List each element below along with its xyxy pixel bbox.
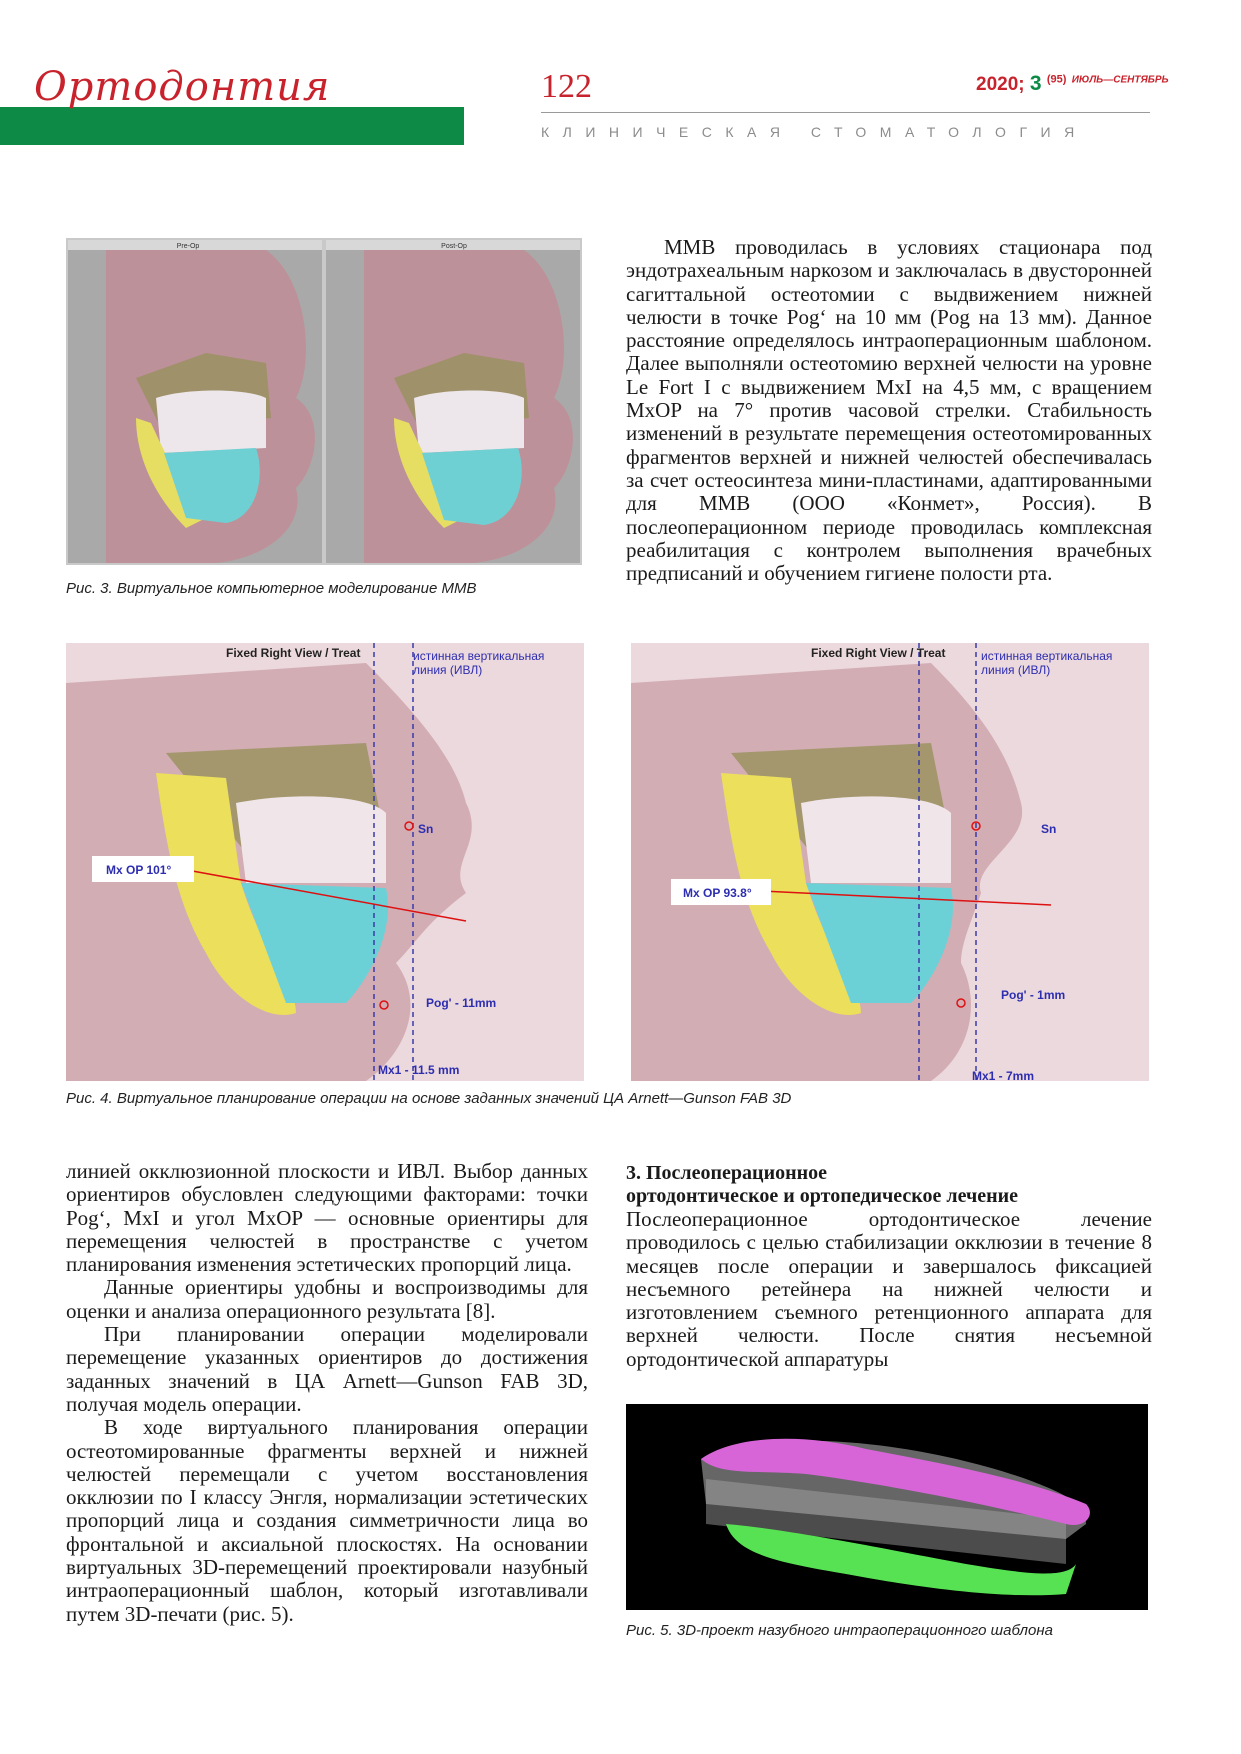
fig4-left-pog: Pog' - 11mm bbox=[426, 996, 497, 1010]
left-paragraph-3: При планировании операции моделировали перемещение указанных ориентиров до достижения заданных значений в ЦА Arnett—Gunson FAB 3D, получая модель операции. bbox=[66, 1322, 588, 1416]
text-left-column bbox=[66, 1160, 588, 1626]
section-heading bbox=[626, 1162, 1152, 1208]
left-paragraph-1: линией окклюзионной плоскости и ИВЛ. Выбор данных ориентиров обусловлен следующими факторами: точки Pog‘, MxI и угол MxOP — основные ориентиры для перемещения челюстей в пространстве с учетом планирования изменения эстетических пропорций лица. bbox=[66, 1159, 588, 1277]
issue-year: 2020; bbox=[976, 74, 1025, 95]
figure-4-caption: Рис. 4. Виртуальное планирование операции на основе заданных значений ЦА Arnett—Gunson FAB 3D bbox=[66, 1090, 792, 1107]
left-paragraph-2: Данные ориентиры удобны и воспроизводимы для оценки и анализа операционного результата [8]. bbox=[66, 1275, 588, 1323]
fig4-left-mx1: Mx1 - 11.5 mm bbox=[378, 1063, 460, 1077]
fig3-panel-pre-op bbox=[68, 240, 322, 563]
issue-number: 3 bbox=[1029, 72, 1042, 95]
section-heading-line1: 3. Послеоперационное bbox=[626, 1162, 828, 1184]
fig4-left-title: Fixed Right View / Treat bbox=[226, 646, 361, 660]
journal-name: КЛИНИЧЕСКАЯ СТОМАТОЛОГИЯ bbox=[541, 124, 1088, 140]
header-green-band bbox=[0, 107, 464, 145]
fig3-panel-post-op bbox=[326, 240, 580, 563]
figure-4-right-image bbox=[631, 643, 1149, 1081]
fig4-left-ivl-line2: линия (ИВЛ) bbox=[413, 663, 483, 677]
fig4-right-mx1: Mx1 - 7mm bbox=[972, 1069, 1035, 1081]
figure-5-caption: Рис. 5. 3D-проект назубного интраоперационного шаблона bbox=[626, 1622, 1053, 1639]
fig3-title-pre-op: Pre-Op bbox=[176, 243, 200, 250]
figure-5-image bbox=[626, 1404, 1148, 1610]
section-heading-line2: ортодонтическое и ортопедическое лечение bbox=[626, 1185, 1019, 1207]
fig4-right-mxop: Mx OP 93.8° bbox=[683, 886, 752, 900]
figure-3-caption: Рис. 3. Виртуальное компьютерное моделирование ММВ bbox=[66, 580, 477, 597]
header-divider bbox=[541, 112, 1150, 113]
left-paragraph-4: В ходе виртуального планирования операции остеотомированные фрагменты верхней и нижней челюстей перемещали с учетом восстановления окклюзии по I классу Энгля, нормализации эстетических пропорций лица и создания симметричности лица во фронтальной и аксиальной плоскостях. На основании виртуальных 3D-перемещений проектировали назубный интраоперационный шаблон, который изготавливали путем 3D-печати (рис. 5). bbox=[66, 1415, 588, 1626]
fig3-title-post-op: Post-Op bbox=[441, 243, 467, 250]
text-right-top: ММВ проводилась в условиях стационара под эндотрахеальным наркозом и заключалась в двусторонней сагиттальной остеотомии с выдвижением нижней челюсти в точке Pog‘ на 10 мм (Pog на 13 мм). Данное расстояние определялось интраоперационным шаблоном. Далее выполняли остеотомию верхней челюсти на уровне Le Fort I с выдвижением MxI на 4,5 мм, с вращением MxOP на 7° против часовой стрелки. Стабильность изменений в результате перемещения остеотомированных фрагментов верхней и нижней челюстей обеспечивалась за счет остеосинтеза мини-пластинами, адаптированными для ММВ (ООО «Конмет», Россия). В послеоперационном периоде проводилась комплексная реабилитация с контролем выполнения врачебных предписаний и обучением гигиене полости рта. bbox=[626, 235, 1152, 586]
issue-info bbox=[976, 72, 1169, 96]
fig4-left-sn: Sn bbox=[418, 822, 434, 836]
right-paragraph-1: Послеоперационное ортодонтическое лечение проводилось с целью стабилизации окклюзии в течение 8 месяцев после операции и завершалось фиксацией несъемного ретейнера на нижней челюсти и изготовлением съемного ретенционного аппарата для верхней челюсти. После снятия несъемной ортодонтической аппаратуры bbox=[626, 1207, 1152, 1371]
fig4-left-mxop: Mx OP 101° bbox=[106, 863, 172, 877]
fig4-left-ivl-line1: истинная вертикальная bbox=[413, 649, 545, 663]
figure-4-left-image bbox=[66, 643, 584, 1081]
figure-3-image bbox=[66, 238, 582, 565]
issue-months: ИЮЛЬ—СЕНТЯБРЬ bbox=[1071, 74, 1169, 86]
fig4-right-title: Fixed Right View / Treat bbox=[811, 646, 946, 660]
fig4-right-ivl-line1: истинная вертикальная bbox=[981, 649, 1113, 663]
journal-logo: Ортодонтия bbox=[34, 64, 331, 110]
fig4-right-ivl-line2: линия (ИВЛ) bbox=[981, 663, 1051, 677]
fig4-right-pog: Pog' - 1mm bbox=[1001, 988, 1066, 1002]
fig4-right-sn: Sn bbox=[1041, 822, 1057, 836]
issue-total: (95) bbox=[1046, 73, 1067, 86]
page-number: 122 bbox=[541, 68, 592, 105]
